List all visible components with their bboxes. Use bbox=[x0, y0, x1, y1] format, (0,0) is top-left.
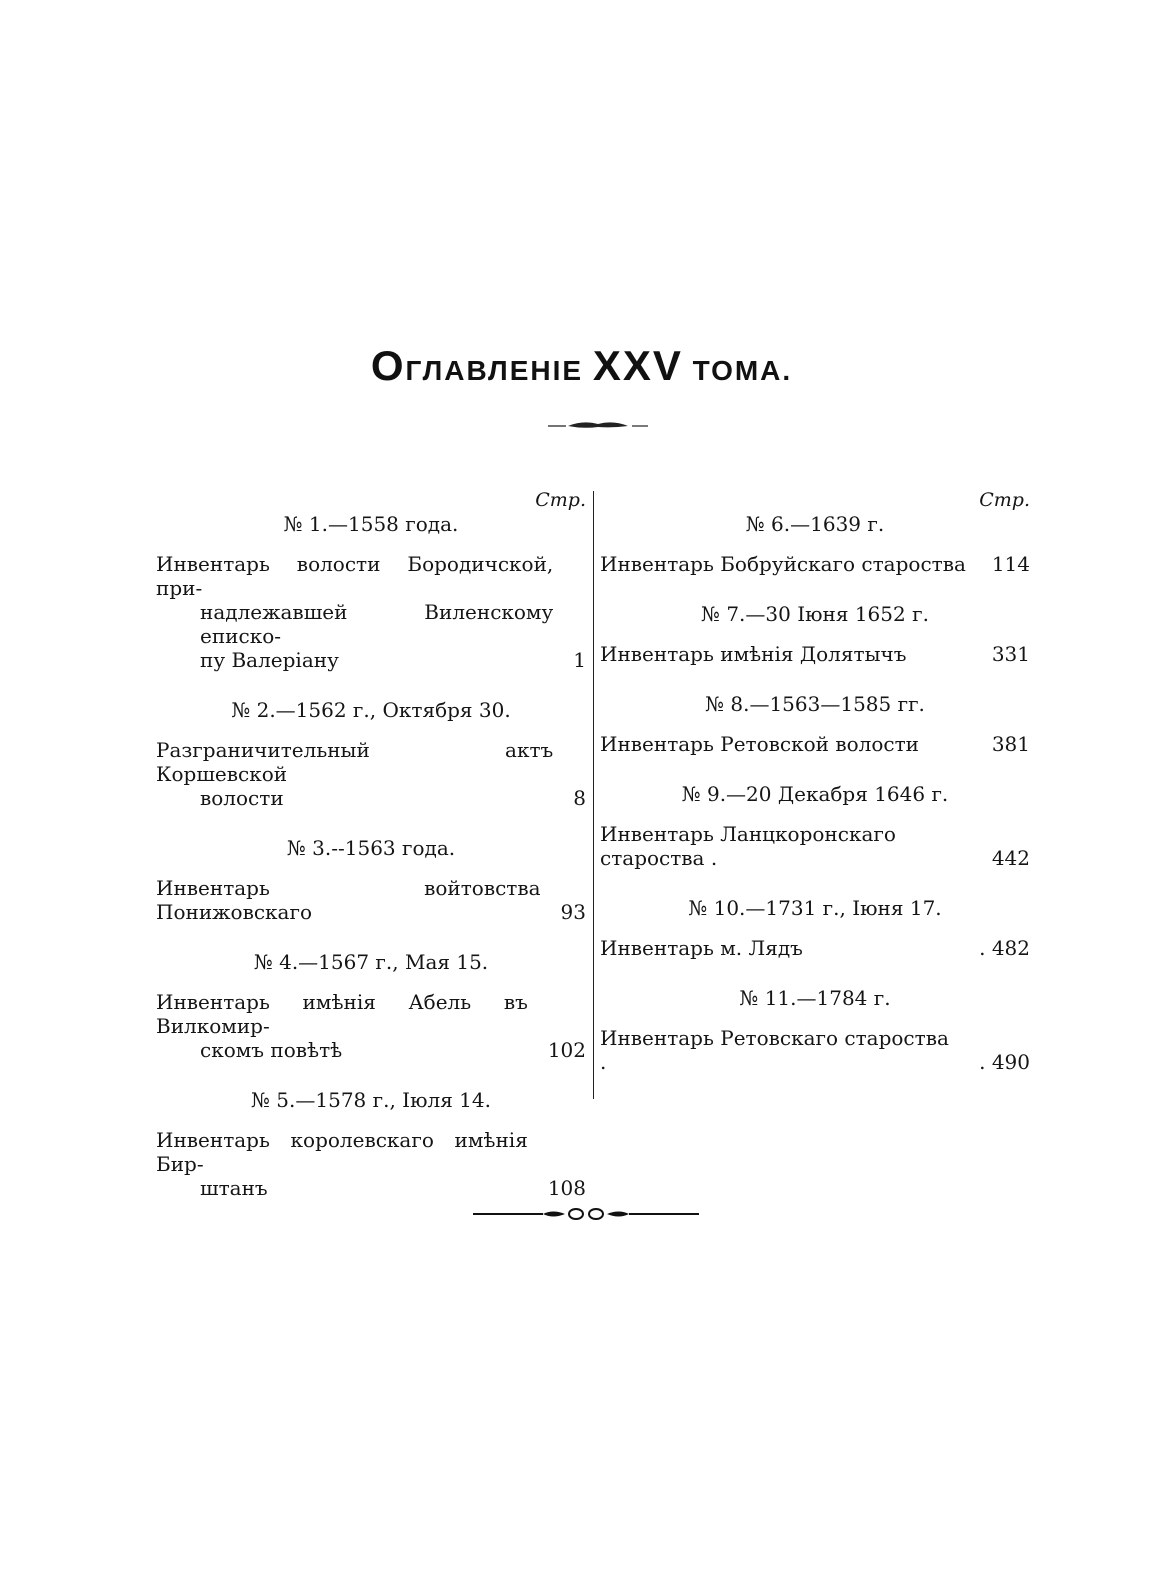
toc-entry bbox=[156, 552, 586, 672]
toc-entry-line: штанъ bbox=[200, 1176, 268, 1200]
toc-section-heading: № 7.—30 Іюня 1652 г. bbox=[701, 602, 929, 626]
toc-entry-line: Инвентарь имѣнія Абель въ Вилкомир- bbox=[156, 990, 528, 1038]
toc-entry-title bbox=[600, 1026, 979, 1074]
toc-entry-line: Инвентарь Ретовскаго староства . bbox=[600, 1026, 949, 1074]
toc-section-heading: № 2.—1562 г., Октября 30. bbox=[231, 698, 511, 722]
toc-entry-title bbox=[156, 552, 573, 672]
toc-section-heading: № 5.—1578 г., Іюля 14. bbox=[251, 1088, 491, 1112]
toc-entry-title bbox=[600, 936, 979, 960]
title-volume: XXV bbox=[592, 342, 683, 389]
toc-entry-title bbox=[600, 822, 992, 870]
page-column-label: Стр. bbox=[535, 489, 586, 511]
ornament-bottom-icon bbox=[473, 1206, 699, 1222]
toc-page-number: 93 bbox=[560, 900, 586, 924]
toc-section-heading: № 9.—20 Декабря 1646 г. bbox=[681, 782, 949, 806]
toc-section-heading: № 1.—1558 года. bbox=[283, 512, 459, 536]
toc-entry-line: Инвентарь Ланцкоронскаго староства . bbox=[600, 822, 896, 870]
toc-entry bbox=[156, 1128, 586, 1200]
toc-page-number: 381 bbox=[991, 732, 1030, 756]
toc-entry-line: пу Валеріану bbox=[200, 648, 339, 672]
toc-entry-line: надлежавшей Виленскому еписко- bbox=[200, 600, 554, 648]
toc-entry bbox=[600, 936, 1030, 960]
page-title bbox=[0, 342, 1163, 390]
title-suffix: ТОМА. bbox=[692, 355, 793, 386]
toc-entry-line: Инвентарь Ретовской волости bbox=[600, 732, 919, 756]
toc-entry-title bbox=[156, 876, 561, 924]
toc-entry-line: Разграничительный актъ Коршевской bbox=[156, 738, 554, 786]
toc-entry-title bbox=[600, 732, 992, 756]
toc-section-heading: № 6.—1639 г. bbox=[745, 512, 885, 536]
toc-section-heading: № 8.—1563—1585 гг. bbox=[705, 692, 925, 716]
toc-entry bbox=[156, 738, 586, 810]
toc-entry bbox=[600, 552, 1030, 576]
toc-entry bbox=[156, 990, 586, 1062]
toc-section-heading: № 4.—1567 г., Мая 15. bbox=[253, 950, 489, 974]
toc-entry-title bbox=[156, 990, 548, 1062]
toc-entry bbox=[600, 1026, 1030, 1074]
page-column-label: Стр. bbox=[979, 489, 1030, 511]
toc-entry-title bbox=[600, 642, 992, 666]
toc-page-number: 331 bbox=[991, 642, 1030, 666]
toc-page-number: 442 bbox=[991, 846, 1030, 870]
toc-entry-line: волости bbox=[200, 786, 284, 810]
title-initial: О bbox=[370, 342, 406, 389]
toc-entry-line: скомъ повѣтѣ bbox=[200, 1038, 343, 1062]
toc-page-number: 8 bbox=[573, 786, 586, 810]
toc-page-number: . 482 bbox=[979, 936, 1030, 960]
toc-page-number: 114 bbox=[991, 552, 1030, 576]
toc-entry-line: Инвентарь волости Бородичской, при- bbox=[156, 552, 554, 600]
toc-section-heading: № 10.—1731 г., Іюня 17. bbox=[688, 896, 942, 920]
toc-entry-line: Инвентарь м. Лядъ bbox=[600, 936, 803, 960]
title-word: ГЛАВЛЕНІЕ bbox=[405, 355, 584, 386]
toc-entry-title bbox=[156, 1128, 548, 1200]
column-divider bbox=[593, 491, 594, 1099]
toc-entry bbox=[600, 732, 1030, 756]
toc-entry bbox=[156, 876, 586, 924]
toc-entry bbox=[600, 822, 1030, 870]
toc-entry bbox=[600, 642, 1030, 666]
toc-entry-title bbox=[156, 738, 573, 810]
toc-entry-title bbox=[600, 552, 992, 576]
toc-entry-line: Инвентарь королевскаго имѣнія Бир- bbox=[156, 1128, 528, 1176]
toc-right-column bbox=[600, 488, 1030, 1100]
toc-entry-line: Инвентарь Бобруйскаго староства bbox=[600, 552, 966, 576]
toc-entry-line: Инвентарь войтовства Понижовскаго bbox=[156, 876, 541, 924]
toc-page-number: . 490 bbox=[979, 1050, 1030, 1074]
toc-page-number: 1 bbox=[573, 648, 586, 672]
toc-page-number: 102 bbox=[547, 1038, 586, 1062]
toc-section-heading: № 11.—1784 г. bbox=[739, 986, 891, 1010]
toc-left-column bbox=[156, 488, 586, 1226]
toc-page-number: 108 bbox=[547, 1176, 586, 1200]
toc-entry-line: Инвентарь имѣнія Долятычъ bbox=[600, 642, 907, 666]
ornament-top-icon bbox=[548, 418, 648, 432]
toc-section-heading: № 3.--1563 года. bbox=[286, 836, 456, 860]
